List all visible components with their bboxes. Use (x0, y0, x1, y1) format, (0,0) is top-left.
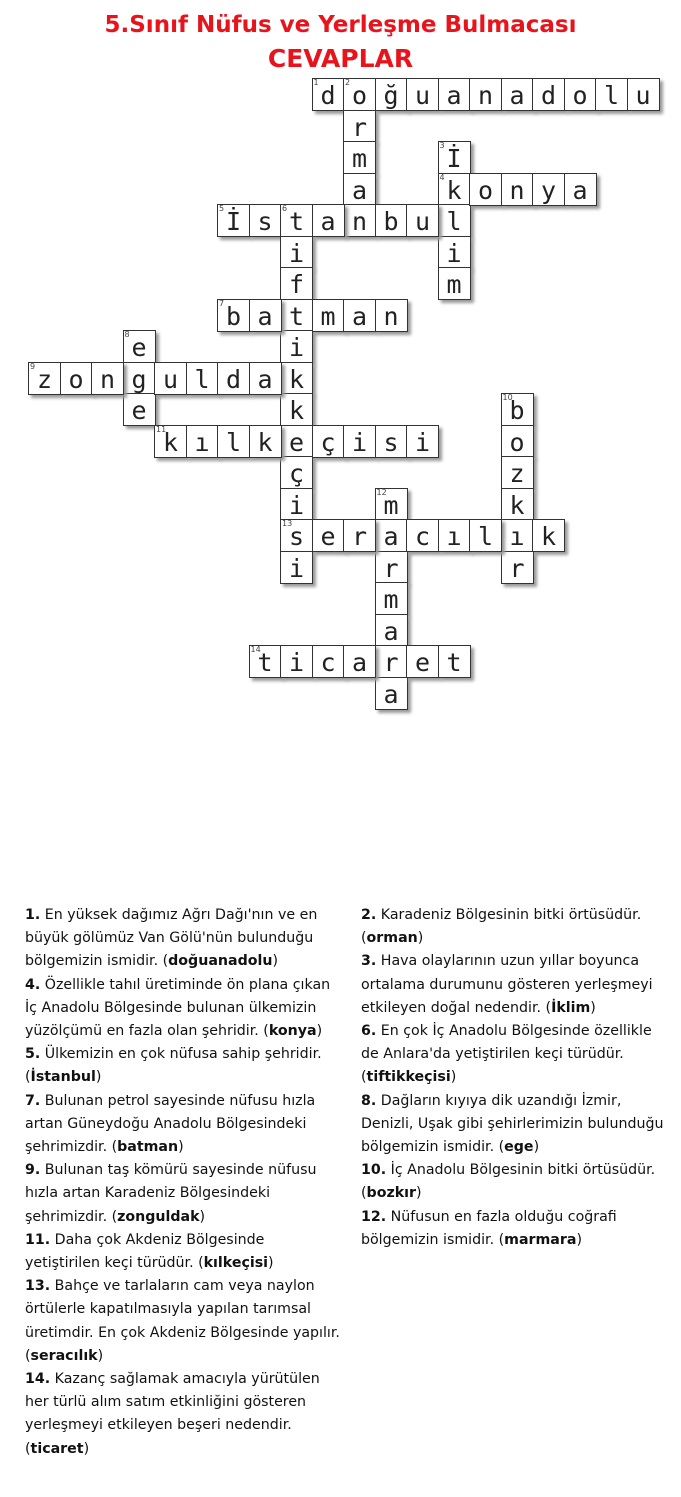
cell-letter: a (351, 301, 368, 331)
grid-cell (438, 645, 471, 678)
clue-item (25, 1043, 343, 1089)
clue-item (361, 1159, 673, 1205)
grid-cell (280, 425, 313, 458)
clue-close-paren: ) (97, 1347, 104, 1364)
clue-close-paren: ) (450, 1069, 457, 1086)
clue-close-paren: ) (576, 1231, 582, 1248)
grid-cell (564, 78, 597, 111)
cell-letter: k (446, 175, 462, 205)
clue-answer: seracılık (30, 1347, 98, 1364)
grid-cell (249, 204, 282, 237)
cell-number: 14 (250, 645, 261, 654)
clue-number: 3. (361, 953, 377, 970)
grid-cell (312, 299, 345, 332)
grid-cell (280, 362, 313, 395)
cell-letter: i (446, 238, 462, 268)
clue-item (25, 1159, 343, 1229)
cell-number: 11 (156, 424, 167, 434)
clue-number: 14. (25, 1371, 51, 1388)
cell-letter: t (446, 648, 462, 677)
clue-answer: ticaret (30, 1440, 84, 1457)
clue-item (25, 1229, 343, 1275)
clue-item (25, 974, 343, 1044)
cell-number: 5 (219, 204, 225, 213)
clue-item (361, 950, 673, 1020)
grid-cell (438, 141, 471, 174)
cell-letter: t (288, 301, 305, 331)
cell-letter: r (351, 112, 368, 142)
grid-cell (280, 551, 313, 584)
cell-letter: d (540, 81, 557, 110)
clue-item (361, 1206, 673, 1252)
cell-letter: a (257, 364, 273, 394)
clues-right-column (361, 904, 673, 1252)
clue-answer: doğuanadolu (168, 953, 273, 970)
grid-cell (375, 582, 408, 615)
grid-cell (280, 645, 313, 678)
grid-cell (343, 519, 376, 552)
clue-close-paren: ) (272, 953, 278, 970)
grid-cell (280, 330, 313, 363)
grid-cell (532, 519, 565, 552)
clue-text: Hava olaylarının uzun yıllar boyunca ortalama durumunu gösteren yerleşmeyi etkileyen doğal nedendir. ( (361, 953, 653, 1016)
clues-left-column (25, 904, 343, 1461)
clue-text: Bahçe ve tarlaların cam veya naylon örtülerle kapatılmasıyla yapılan tarımsal üretimdir. En çok Akdeniz Bölgesinde yapılır. ( (25, 1278, 340, 1364)
cell-number: 9 (30, 361, 36, 371)
clue-item (25, 904, 343, 974)
clue-number: 10. (361, 1162, 387, 1179)
grid-cell (249, 299, 282, 332)
grid-cell (627, 78, 660, 111)
clue-text: Bulunan petrol sayesinde nüfusu hızla artan Güneydoğu Anadolu Bölgesindeki şehrimizdir. ( (25, 1092, 316, 1156)
clue-item (25, 1090, 343, 1160)
cell-letter: İ (225, 207, 242, 236)
cell-letter: c (414, 522, 431, 551)
cell-letter: k (509, 490, 525, 520)
clue-item (25, 1368, 343, 1461)
cell-letter: t (288, 207, 305, 236)
cell-letter: i (414, 427, 431, 457)
grid-cell (60, 362, 93, 395)
cell-letter: i (288, 490, 305, 520)
cell-letter: b (225, 301, 242, 331)
clue-item (25, 1275, 343, 1368)
grid-cell (217, 362, 250, 395)
grid-cell (564, 173, 597, 206)
cell-letter: a (320, 207, 336, 236)
grid-cell (501, 425, 534, 458)
cell-letter: b (509, 396, 525, 425)
grid-cell (280, 519, 313, 552)
grid-cell (123, 362, 156, 395)
cell-letter: d (225, 364, 242, 394)
cell-letter: u (162, 364, 179, 394)
cell-letter: n (351, 207, 368, 236)
cell-letter: l (225, 427, 242, 457)
cell-number: 6 (282, 204, 288, 213)
grid-cell (280, 393, 313, 426)
cell-letter: o (509, 427, 525, 457)
cell-letter: i (288, 553, 305, 583)
grid-cell (501, 393, 534, 426)
grid-cell (438, 173, 471, 206)
cell-letter: a (351, 648, 368, 677)
cell-letter: b (383, 207, 399, 236)
grid-cell (375, 519, 408, 552)
grid-cell (249, 362, 282, 395)
cell-letter: a (383, 679, 399, 709)
clue-answer: tiftikkeçisi (366, 1069, 451, 1086)
clue-close-paren: ) (316, 1023, 323, 1040)
grid-cell (343, 299, 376, 332)
cell-letter: e (288, 427, 305, 457)
clue-answer: marmara (504, 1231, 577, 1248)
clue-close-paren: ) (268, 1255, 274, 1272)
cell-number: 12 (376, 487, 387, 497)
clue-answer: batman (117, 1139, 179, 1156)
cell-letter: s (383, 427, 399, 457)
cell-letter: y (540, 175, 557, 205)
grid-cell (501, 173, 534, 206)
clue-close-paren: ) (199, 1208, 206, 1225)
cell-number: 2 (345, 78, 351, 87)
clue-close-paren: ) (178, 1139, 184, 1156)
grid-cell (123, 330, 156, 363)
cell-letter: m (383, 490, 399, 520)
grid-cell (375, 78, 408, 111)
cell-letter: n (509, 175, 525, 205)
clue-answer: bozkır (366, 1185, 417, 1202)
grid-cell (343, 425, 376, 458)
grid-cell (375, 645, 408, 678)
clue-answer: orman (366, 930, 418, 947)
clue-item (361, 904, 673, 950)
grid-cell (469, 78, 502, 111)
cell-letter: o (572, 81, 588, 110)
clue-close-paren: ) (590, 999, 596, 1016)
cell-letter: k (257, 427, 273, 457)
cell-number: 10 (502, 393, 513, 402)
cell-letter: t (257, 648, 273, 677)
grid-cell (343, 110, 376, 143)
cell-letter: k (540, 522, 557, 551)
grid-cell (312, 645, 345, 678)
grid-cell (501, 551, 534, 584)
grid-cell (343, 141, 376, 174)
cell-letter: m (446, 270, 462, 299)
grid-cell (312, 425, 345, 458)
cell-letter: u (635, 81, 651, 110)
clue-number: 12. (361, 1208, 387, 1225)
cell-letter: m (383, 585, 399, 614)
cell-letter: u (414, 81, 431, 110)
cell-letter: e (320, 522, 336, 551)
cell-letter: r (383, 553, 399, 583)
clue-number: 4. (25, 976, 41, 993)
grid-cell (438, 236, 471, 269)
grid-cell (343, 173, 376, 206)
cell-letter: r (383, 648, 399, 677)
grid-cell (532, 173, 565, 206)
grid-cell (532, 78, 565, 111)
grid-cell (312, 78, 345, 111)
cell-letter: a (351, 175, 368, 205)
cell-letter: k (162, 427, 179, 457)
cell-letter: n (477, 81, 494, 110)
grid-cell (28, 362, 61, 395)
clue-close-paren: ) (83, 1440, 90, 1457)
clue-number: 1. (25, 907, 41, 923)
clue-answer: İklim (551, 999, 591, 1016)
grid-cell (375, 204, 408, 237)
grid-cell (438, 267, 471, 300)
grid-cell (501, 456, 534, 489)
cell-letter: z (509, 459, 525, 488)
grid-cell (217, 299, 250, 332)
cell-letter: n (383, 301, 399, 331)
grid-cell (406, 78, 439, 111)
clue-text: Ülkemizin en çok nüfusa sahip şehridir. ( (25, 1046, 322, 1086)
page-title: 5.Sınıf Nüfus ve Yerleşme Bulmacası (104, 12, 577, 38)
grid-cell (406, 204, 439, 237)
cell-letter: l (603, 81, 620, 110)
clue-answer: kılkeçisi (203, 1255, 269, 1272)
cell-letter: l (194, 364, 210, 394)
cell-letter: f (288, 270, 305, 299)
clue-text: Daha çok Akdeniz Bölgesinde yetiştirilen keçi türüdür. ( (25, 1231, 265, 1272)
clue-close-paren: ) (533, 1139, 540, 1156)
grid-cell (217, 204, 250, 237)
cell-letter: s (288, 522, 305, 551)
cell-letter: l (477, 522, 494, 551)
cell-letter: i (288, 648, 305, 677)
cell-number: 4 (439, 172, 445, 182)
clue-number: 11. (25, 1231, 51, 1248)
cell-letter: o (351, 81, 368, 110)
clue-answer: ege (504, 1139, 534, 1156)
grid-cell (375, 488, 408, 521)
clue-text: Nüfusun en fazla olduğu coğrafi bölgemizin ismidir. ( (361, 1208, 617, 1248)
clue-answer: İstanbul (30, 1069, 96, 1086)
grid-cell (438, 519, 471, 552)
clue-item (361, 1090, 673, 1160)
grid-cell (280, 299, 313, 332)
clue-number: 7. (25, 1092, 41, 1109)
clue-text: En yüksek dağımız Ağrı Dağı'nın ve en büyük gölümüz Van Gölü'nün bulunduğu bölgemizin ismidir. ( (25, 907, 318, 970)
cell-letter: e (414, 648, 431, 677)
cell-letter: i (288, 238, 305, 268)
grid-cell (375, 551, 408, 584)
cell-letter: a (383, 522, 399, 551)
grid-cell (501, 78, 534, 111)
cell-letter: ı (194, 427, 210, 457)
cell-letter: ğ (383, 81, 399, 110)
clue-number: 6. (361, 1023, 377, 1040)
grid-cell (375, 299, 408, 332)
grid-cell (154, 425, 187, 458)
cell-number: 3 (439, 141, 445, 150)
grid-cell (312, 204, 345, 237)
cell-letter: g (131, 364, 147, 394)
clue-text: Özellikle tahıl üretiminde ön plana çıkan İç Anadolu Bölgesinde bulunan ülkemizin yüzölçümü en fazla olan şehridir. ( (25, 976, 331, 1040)
clue-item (361, 1020, 673, 1090)
grid-cell (438, 204, 471, 237)
grid-cell (406, 425, 439, 458)
grid-cell (438, 78, 471, 111)
clue-close-paren: ) (417, 930, 424, 947)
grid-cell (375, 425, 408, 458)
grid-cell (280, 267, 313, 300)
grid-cell (343, 204, 376, 237)
cell-letter: a (257, 301, 273, 331)
grid-cell (280, 236, 313, 269)
grid-cell (375, 614, 408, 647)
grid-cell (280, 456, 313, 489)
cell-letter: m (320, 301, 336, 331)
cell-letter: i (288, 333, 305, 362)
cell-letter: m (351, 144, 368, 173)
grid-cell (375, 677, 408, 710)
grid-cell (343, 78, 376, 111)
cell-letter: a (572, 175, 588, 205)
cell-letter: o (477, 175, 494, 205)
grid-cell (312, 519, 345, 552)
clue-text: Karadeniz Bölgesinin bitki örtüsüdür. ( (361, 907, 642, 947)
grid-cell (343, 645, 376, 678)
clue-text: Kazanç sağlamak amacıyla yürütülen her türlü alım satım etkinliğini gösteren yerleşmeyi etkileyen beşeri nedendir. ( (25, 1371, 320, 1457)
grid-cell (501, 488, 534, 521)
clue-text: Bulunan taş kömürü sayesinde nüfusu hızla artan Karadeniz Bölgesindeki şehrimizdir. ( (25, 1162, 317, 1225)
cell-letter: r (509, 553, 525, 583)
clue-close-paren: ) (95, 1069, 102, 1086)
clue-answer: konya (268, 1023, 317, 1040)
grid-cell (595, 78, 628, 111)
clue-number: 9. (25, 1162, 41, 1179)
clue-close-paren: ) (416, 1185, 422, 1202)
cell-letter: l (446, 207, 462, 236)
cell-letter: a (383, 616, 399, 646)
grid-cell (280, 204, 313, 237)
grid-cell (249, 645, 282, 678)
grid-cell (406, 519, 439, 552)
grid-cell (406, 645, 439, 678)
grid-cell (469, 173, 502, 206)
clue-text: İç Anadolu Bölgesinin bitki örtüsüdür. ( (361, 1162, 656, 1202)
cell-number: 13 (282, 519, 293, 528)
clue-number: 13. (25, 1278, 51, 1295)
cell-letter: r (351, 522, 368, 551)
cell-letter: d (320, 81, 336, 110)
cell-letter: k (288, 364, 305, 394)
cell-letter: ı (509, 522, 525, 551)
cell-number: 1 (313, 78, 319, 87)
grid-cell (249, 425, 282, 458)
cell-letter: i (351, 427, 368, 457)
cell-letter: ı (446, 522, 462, 551)
clue-text: En çok İç Anadolu Bölgesinde özellikle de Anlara'da yetiştirilen keçi türüdür. ( (361, 1023, 652, 1086)
cell-letter: u (414, 207, 431, 236)
cell-letter: İ (446, 144, 462, 173)
cell-letter: s (257, 207, 273, 236)
grid-cell (186, 362, 219, 395)
grid-cell (123, 393, 156, 426)
clue-number: 2. (361, 907, 377, 923)
clue-number: 5. (25, 1046, 41, 1063)
cell-letter: ç (320, 427, 336, 457)
grid-cell (217, 425, 250, 458)
clue-text: Dağların kıyıya dik uzandığı İzmir, Denizli, Uşak gibi şehirlerimizin bulunduğu bölgemizin ismidir. ( (361, 1092, 664, 1156)
grid-cell (501, 519, 534, 552)
cell-letter: o (68, 364, 84, 394)
grid-cell (469, 519, 502, 552)
cell-number: 7 (219, 298, 225, 308)
cell-letter: k (288, 396, 305, 425)
cell-letter: e (131, 396, 147, 425)
cell-letter: z (36, 364, 53, 394)
cell-letter: a (446, 81, 462, 110)
grid-cell (154, 362, 187, 395)
page-subtitle: CEVAPLAR (267, 44, 414, 73)
cell-letter: e (131, 333, 147, 362)
grid-cell (280, 488, 313, 521)
cell-letter: a (509, 81, 525, 110)
grid-cell (91, 362, 124, 395)
clue-number: 8. (361, 1092, 377, 1109)
cell-letter: n (99, 364, 116, 394)
cell-number: 8 (124, 330, 130, 339)
cell-letter: c (320, 648, 336, 677)
clue-answer: zonguldak (117, 1208, 200, 1225)
cell-letter: ç (288, 459, 305, 488)
grid-cell (186, 425, 219, 458)
